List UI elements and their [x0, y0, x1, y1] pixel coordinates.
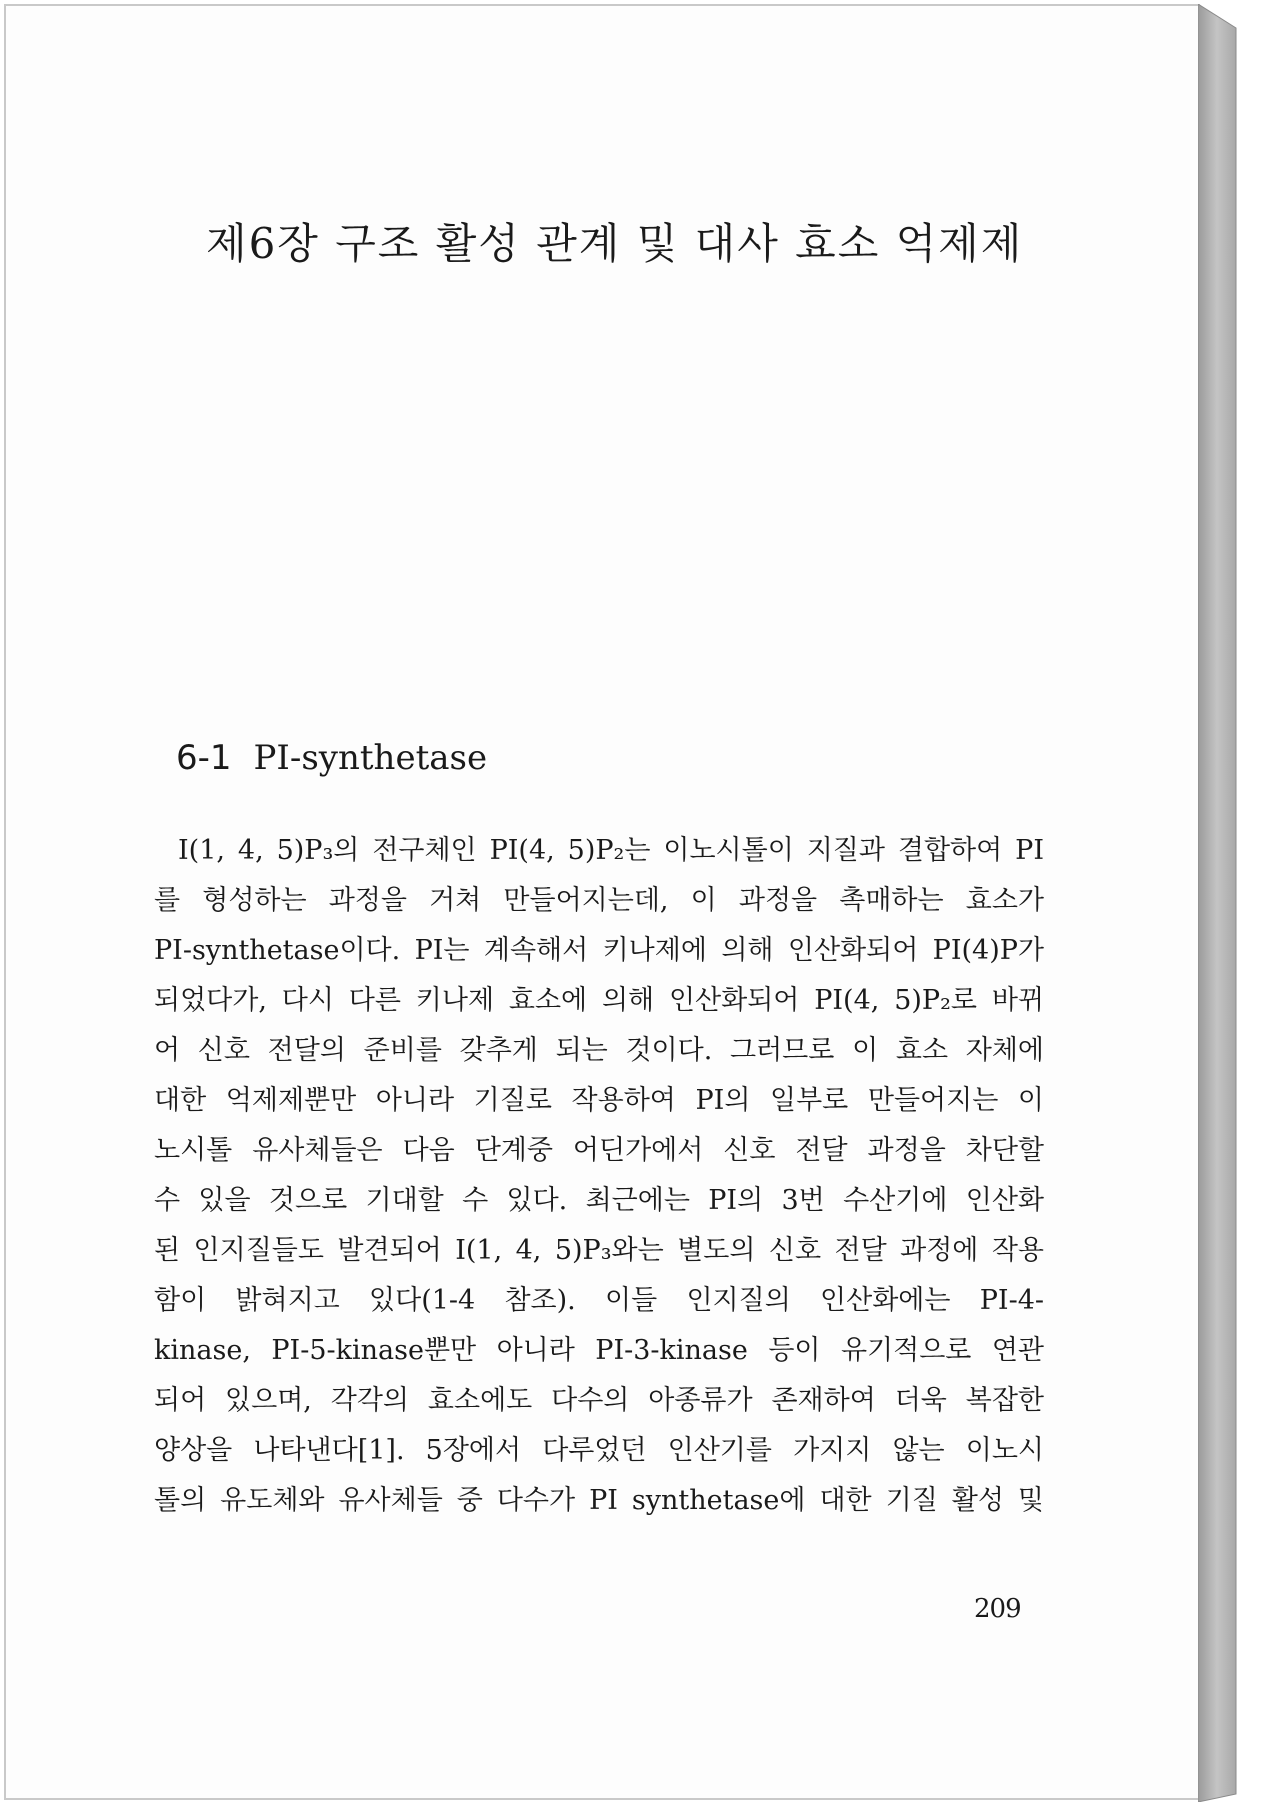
text-line: 노시톨 유사체들은 다음 단계중 어딘가에서 신호 전달 과정을 차단할 — [154, 1135, 1044, 1166]
text-line: I(1, 4, 5)P₃의 전구체인 PI(4, 5)P₂는 이노시톨이 지질과 결합하여 PI — [178, 835, 1044, 866]
section-heading — [176, 738, 487, 778]
text-line: 대한 억제제뿐만 아니라 기질로 작용하여 PI의 일부로 만들어지는 이 — [154, 1085, 1044, 1116]
text-line: 를 형성하는 과정을 거쳐 만들어지는데, 이 과정을 촉매하는 효소가 — [154, 885, 1044, 916]
text-line: 되어 있으며, 각각의 효소에도 다수의 아종류가 존재하여 더욱 복잡한 — [154, 1385, 1044, 1416]
book-page — [4, 4, 1200, 1800]
section-title: PI-synthetase — [253, 738, 488, 778]
book-spine-edge — [1198, 4, 1240, 1802]
text-line: PI-synthetase이다. PI는 계속해서 키나제에 의해 인산화되어 PI(4)P가 — [154, 935, 1044, 966]
page-number: 209 — [974, 1594, 1021, 1624]
text-line: 어 신호 전달의 준비를 갖추게 되는 것이다. 그러므로 이 효소 자체에 — [154, 1035, 1044, 1066]
text-line: 함이 밝혀지고 있다(1-4 참조). 이들 인지질의 인산화에는 PI-4- — [154, 1285, 1044, 1316]
text-line: 된 인지질들도 발견되어 I(1, 4, 5)P₃와는 별도의 신호 전달 과정에 작용 — [154, 1235, 1044, 1266]
section-number: 6-1 — [176, 738, 232, 778]
text-line: 톨의 유도체와 유사체들 중 다수가 PI synthetase에 대한 기질 활성 및 — [154, 1485, 1044, 1516]
text-line: 되었다가, 다시 다른 키나제 효소에 의해 인산화되어 PI(4, 5)P₂로 바뀌 — [154, 985, 1044, 1016]
text-line: kinase, PI-5-kinase뿐만 아니라 PI-3-kinase 등이 유기적으로 연관 — [154, 1335, 1044, 1366]
text-line: 양상을 나타낸다[1]. 5장에서 다루었던 인산기를 가지지 않는 이노시 — [154, 1435, 1044, 1466]
body-text — [154, 826, 1044, 1526]
chapter-title: 제6장 구조 활성 관계 및 대사 효소 억제제 — [206, 219, 1024, 268]
text-line: 수 있을 것으로 기대할 수 있다. 최근에는 PI의 3번 수산기에 인산화 — [154, 1185, 1044, 1216]
